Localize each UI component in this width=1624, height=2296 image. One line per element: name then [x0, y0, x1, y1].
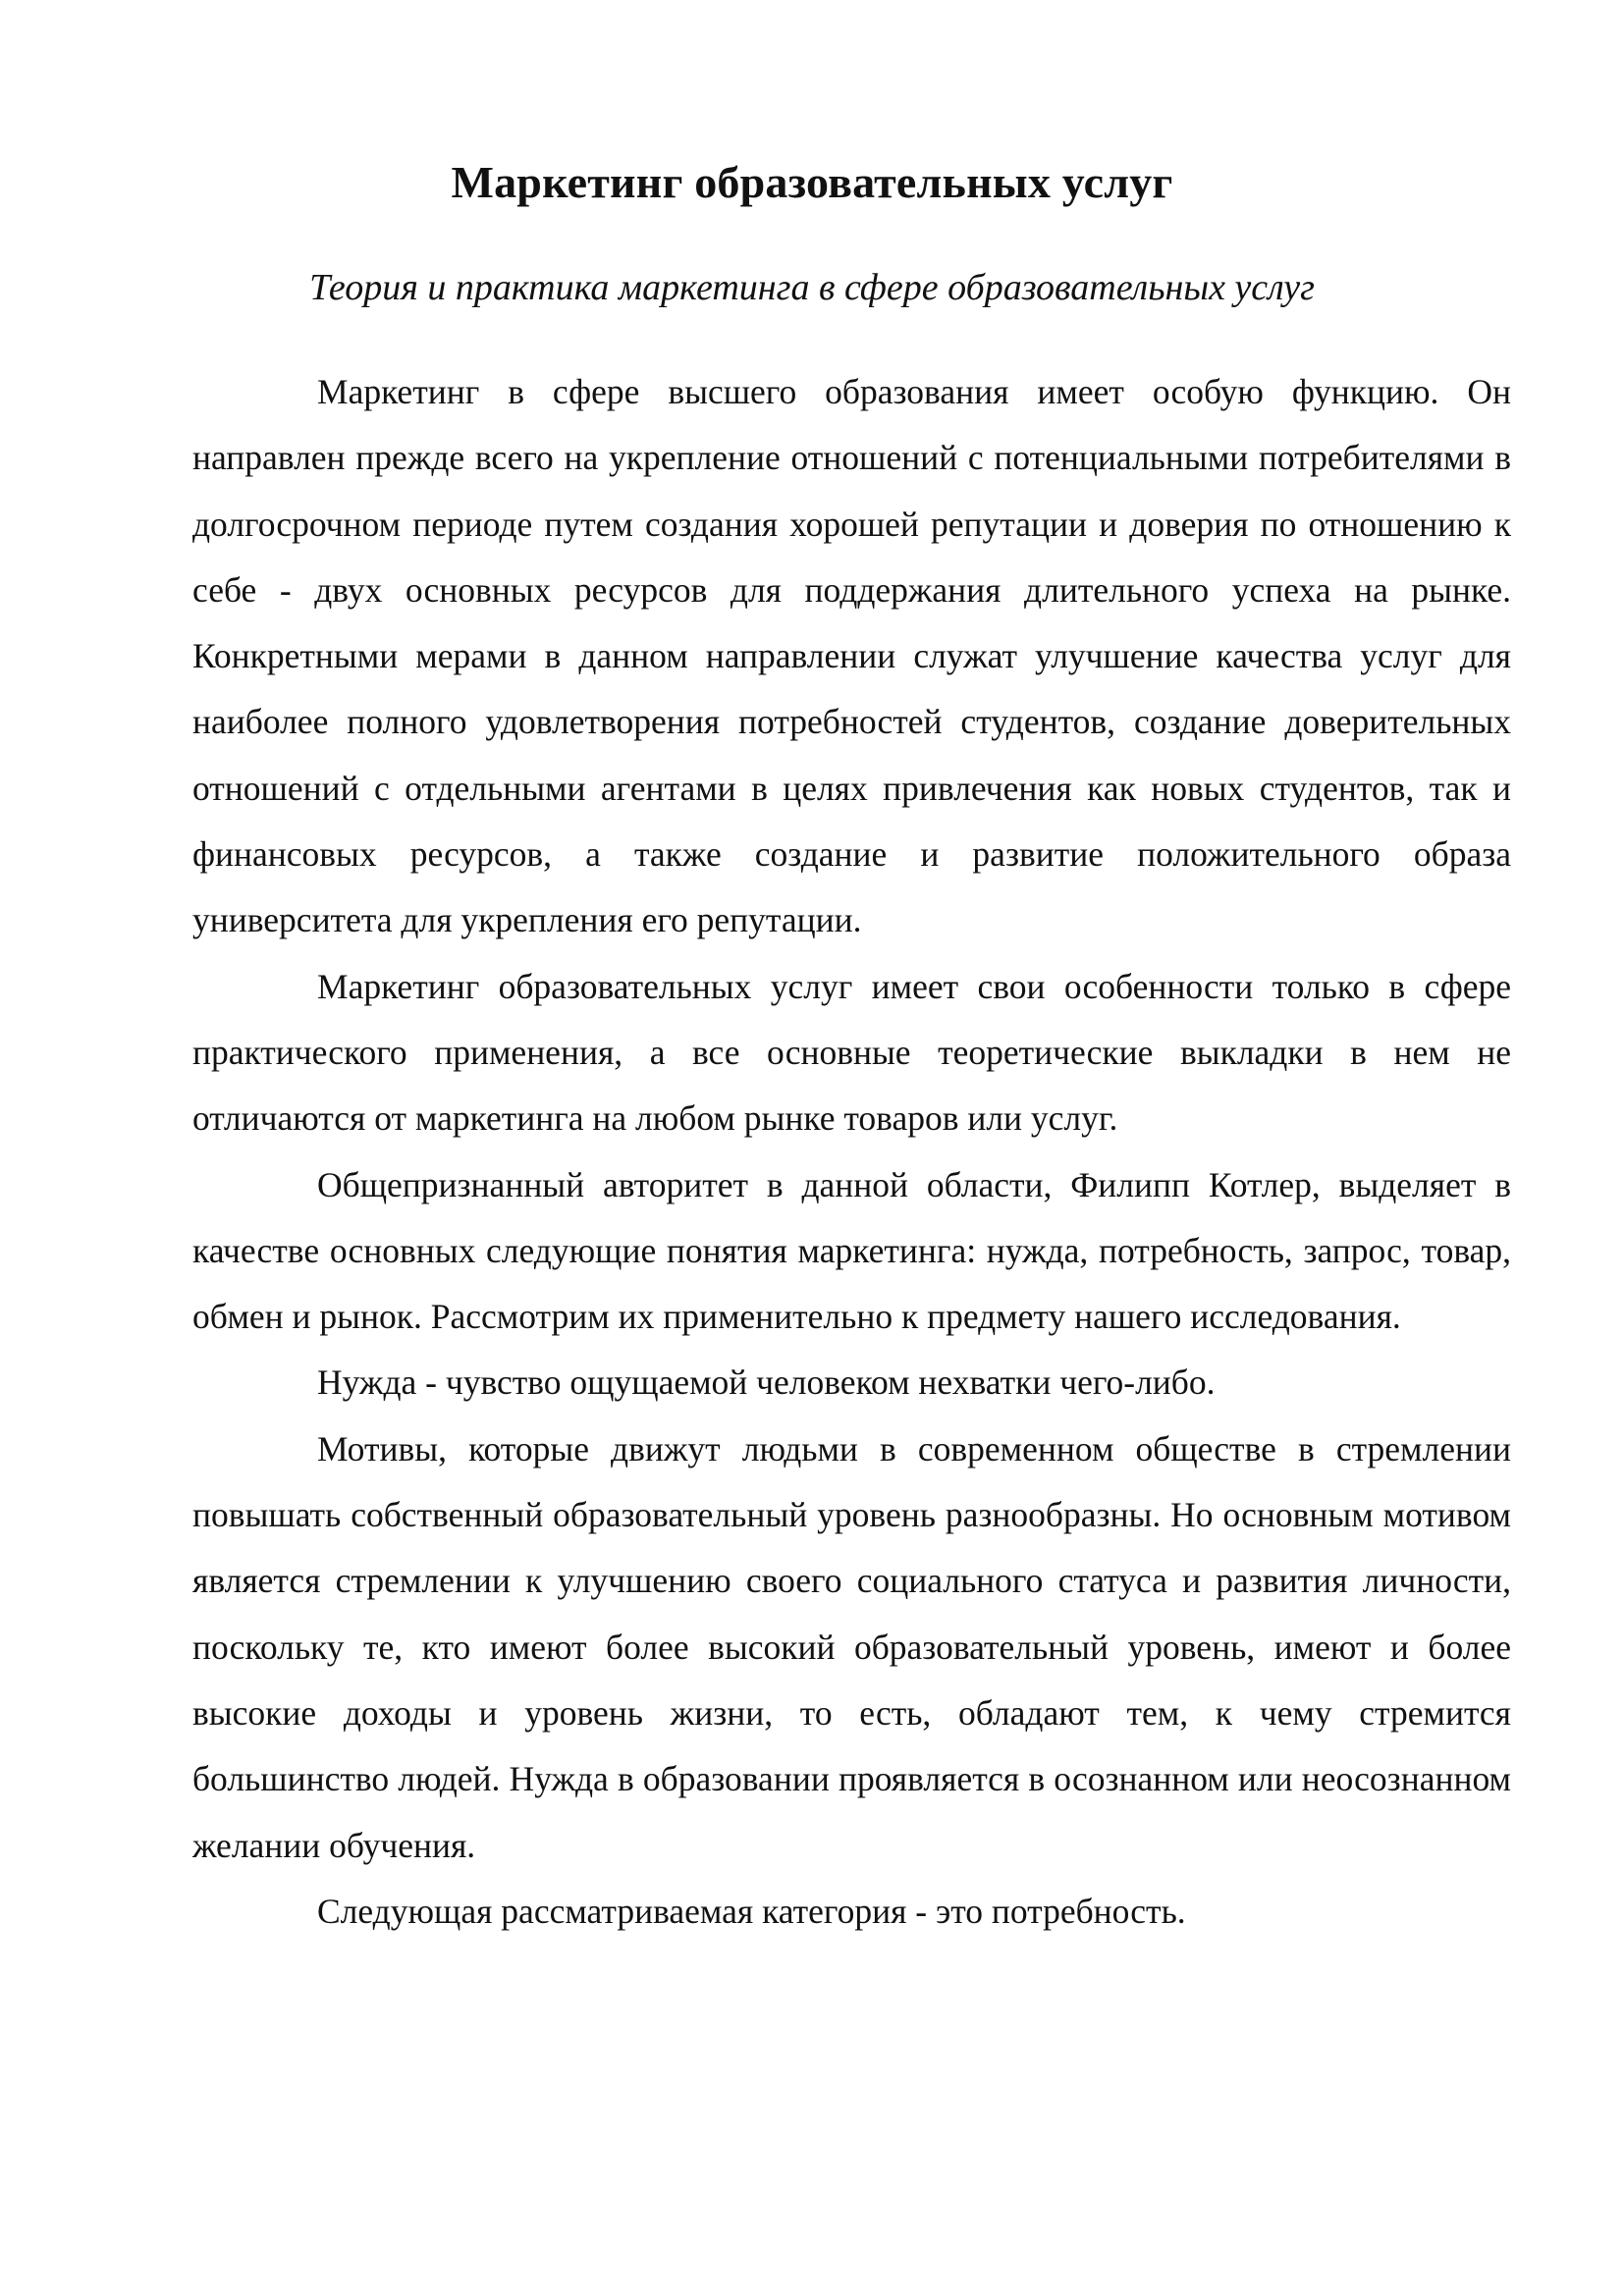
document-body [192, 359, 1511, 1945]
paragraph: Маркетинг образовательных услуг имеет свои особенности только в сфере практического применения, а все основные теоретические выкладки в нем не отличаются от маркетинга на любом рынке товаров или услуг. [192, 966, 1511, 1139]
paragraph: Нужда - чувство ощущаемой человеком нехватки чего-либо. [317, 1362, 1216, 1403]
document-title: Маркетинг образовательных услуг [451, 157, 1173, 207]
paragraph: Маркетинг в сфере высшего образования имеет особую функцию. Он направлен прежде всего на укрепление отношений с потенциальными потребителями в долгосрочном периоде путем создания хорошей репутации и доверия по отношению к себе - двух основных ресурсов для поддержания длительного успеха на рынке. Конкретными мерами в данном направлении служат улучшение качества услуг для наиболее полного удовлетворения потребностей студентов, создание доверительных отношений с отдельными агентами в целях привлечения как новых студентов, так и финансовых ресурсов, а также создание и развитие положительного образа университета для укрепления его репутации. [192, 372, 1511, 940]
document-subtitle: Теория и практика маркетинга в сфере образовательных услуг [309, 267, 1315, 308]
paragraph: Мотивы, которые движут людьми в современном обществе в стремлении повышать собственный образовательный уровень разнообразны. Но основным мотивом является стремлении к улучшению своего социального статуса и развития личности, поскольку те, кто имеют более высокий образовательный уровень, имеют и более высокие доходы и уровень жизни, то есть, обладают тем, к чему стремится большинство людей. Нужда в образовании проявляется в осознанном или неосознанном желании обучения. [192, 1428, 1511, 1865]
paragraph: Следующая рассматриваемая категория - это потребность. [317, 1891, 1186, 1931]
paragraph: Общепризнанный авторитет в данной области, Филипп Котлер, выделяет в качестве основных следующие понятия маркетинга: нужда, потребность, запрос, товар, обмен и рынок. Рассмотрим их применительно к предмету нашего исследования. [192, 1164, 1511, 1337]
